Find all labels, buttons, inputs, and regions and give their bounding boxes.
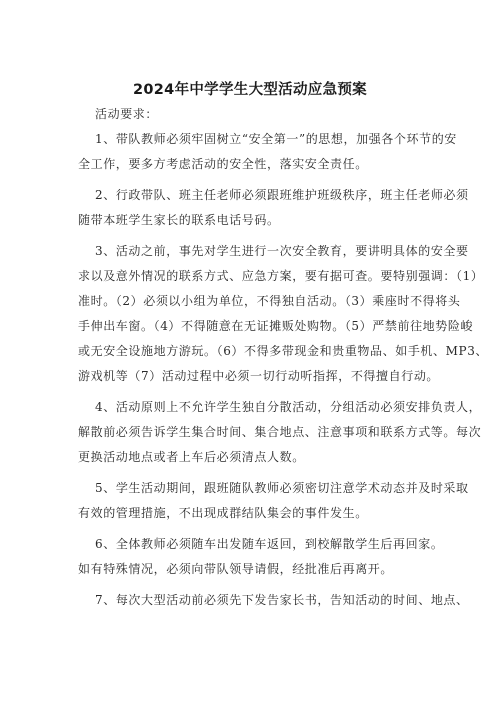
text-line: 随带本班学生家长的联系电话号码。: [78, 213, 280, 227]
text-line: 5、学生活动期间，跟班随队教师必须密切注意学术动态并及时采取: [95, 481, 469, 495]
text-line: 手伸出车窗。（4）不得随意在无证摊贩处购物。（5）严禁前往地势险峻: [78, 319, 474, 333]
text-line: 求以及意外情况的联系方式、应急方案，要有据可查。要特别强调：（1）: [78, 269, 484, 283]
text-line: 如有特殊情况，必须向带队领导请假，经批准后再离开。: [78, 562, 394, 576]
document-title: 2024年中学学生大型活动应急预案: [133, 82, 367, 98]
text-line: 游戏机等（7）活动过程中必须一切行动听指挥，不得擅自行动。: [78, 369, 440, 383]
text-line: 4、活动原则上不允许学生独自分散活动，分组活动必须安排负责人，: [95, 400, 482, 414]
text-line: 2、行政带队、班主任老师必须跟班维护班级秩序，班主任老师必须: [95, 188, 469, 202]
text-line: 准时。（2）必须以小组为单位，不得独自活动。（3）乘座时不得将头: [78, 294, 461, 308]
text-line: 6、全体教师必须随车出发随车返回，到校解散学生后再回家。: [95, 537, 444, 551]
text-line: 活动要求：: [95, 107, 159, 121]
text-line: 7、每次大型活动前必须先下发告家长书，告知活动的时间、地点、: [95, 593, 469, 607]
text-line: 全工作，要多方考虑活动的安全性，落实安全责任。: [78, 157, 368, 171]
text-line: 3、活动之前，事先对学生进行一次安全教育，要讲明具体的安全要: [95, 244, 469, 258]
text-line: 有效的管理措施，不出现成群结队集会的事件发生。: [78, 506, 368, 520]
text-line: 更换活动地点或者上车后必须清点人数。: [78, 450, 305, 464]
text-line: 解散前必须告诉学生集合时间、集合地点、注意事项和联系方式等。每次: [78, 425, 482, 439]
text-line: 或无安全设施地方游玩。（6）不得多带现金和贵重物品、如手机、MP3、: [78, 344, 489, 358]
text-line: 1、带队教师必须牢固树立“安全第一”的思想，加强各个环节的安: [95, 132, 457, 146]
